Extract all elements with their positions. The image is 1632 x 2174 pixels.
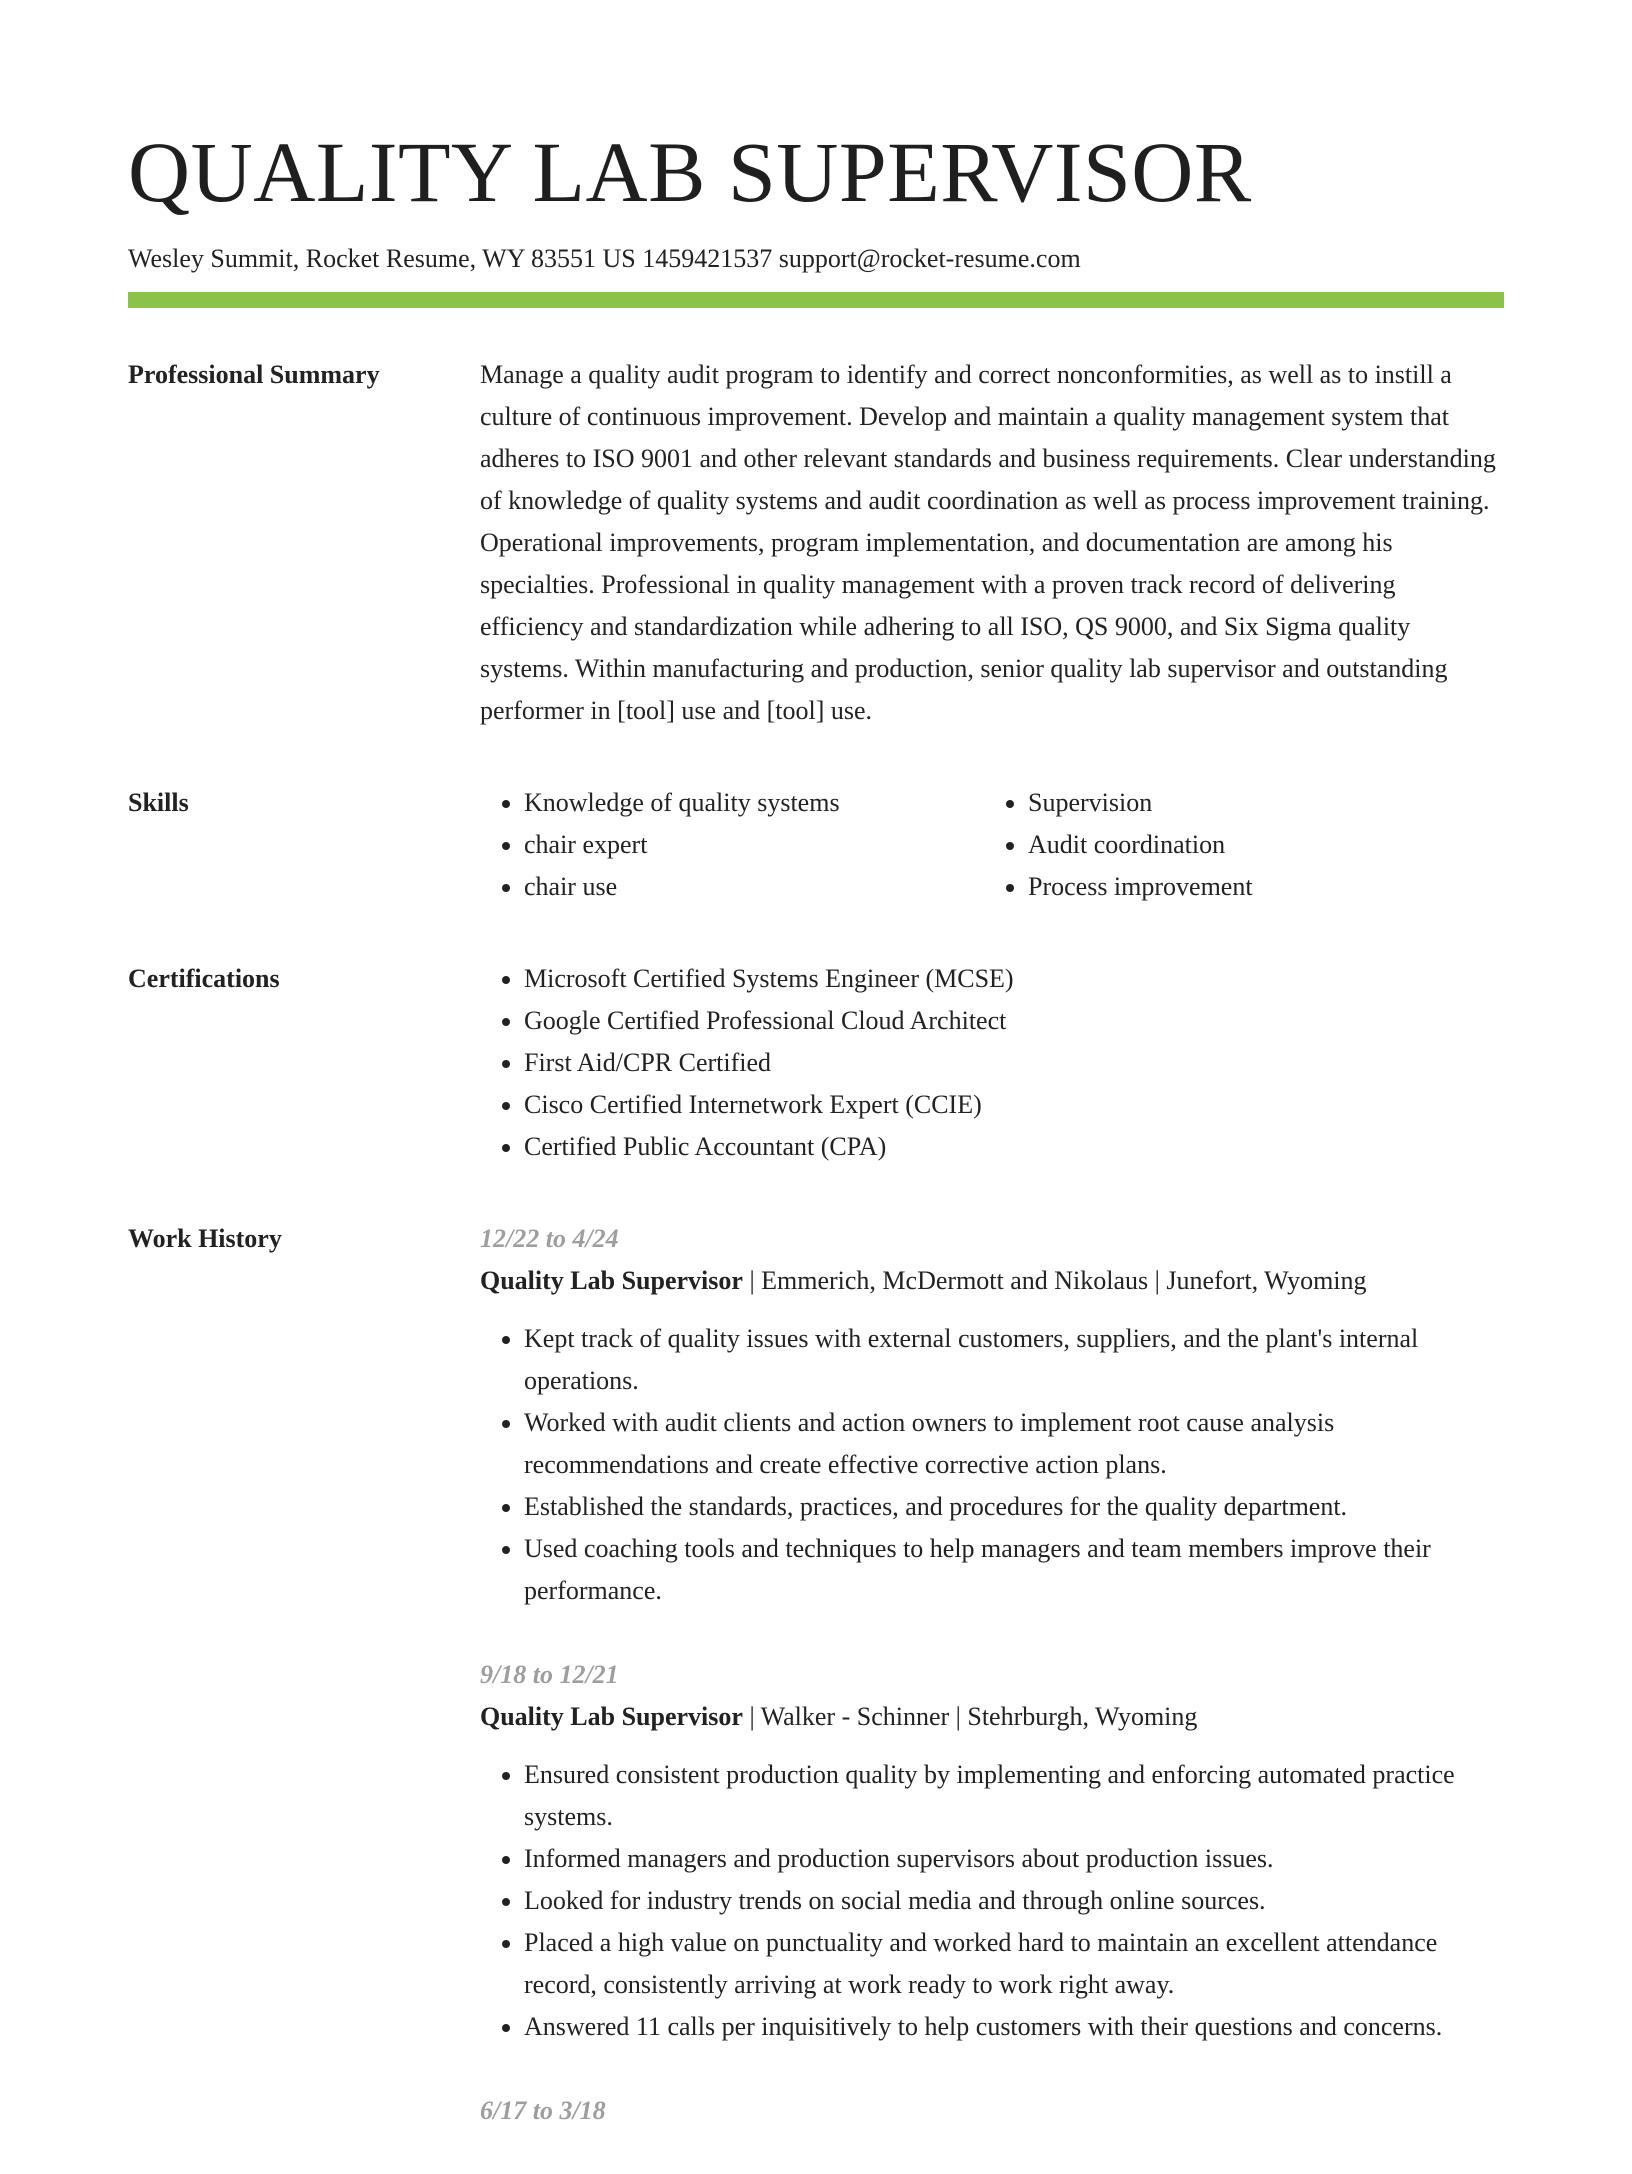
skill-item: • Supervision xyxy=(1028,782,1253,824)
section-label-skills: Skills xyxy=(128,788,189,817)
job-dates: 9/18 to 12/21 xyxy=(480,1660,619,1689)
skills-list-right xyxy=(984,782,1253,908)
job-dates: 12/22 to 4/24 xyxy=(480,1224,619,1253)
job-entry xyxy=(480,2090,1504,2132)
skills-section xyxy=(128,782,1504,908)
section-label-summary: Professional Summary xyxy=(128,360,380,389)
job-bullet: • Looked for industry trends on social media and through online sources. xyxy=(524,1880,1504,1922)
job-bullet: • Answered 11 calls per inquisitively to help customers with their questions and concerns. xyxy=(524,2006,1504,2048)
resume-page xyxy=(128,0,1504,2174)
job-bullet: • Informed managers and production supervisors about production issues. xyxy=(524,1838,1504,1880)
certification-item: • Certified Public Accountant (CPA) xyxy=(524,1126,1504,1168)
skill-item: • chair expert xyxy=(524,824,984,866)
skill-item: • chair use xyxy=(524,866,984,908)
skill-item: • Process improvement xyxy=(1028,866,1253,908)
resume-title: QUALITY LAB SUPERVISOR xyxy=(128,124,1252,220)
summary-body xyxy=(480,354,1504,732)
job-employer-location: | Walker - Schinner | Stehrburgh, Wyoming xyxy=(742,1702,1198,1731)
certifications-section xyxy=(128,958,1504,1168)
accent-divider xyxy=(128,292,1504,308)
job-entry xyxy=(480,1218,1504,1612)
job-heading xyxy=(480,1696,1504,1738)
job-bullet: • Worked with audit clients and action owners to implement root cause analysis recommendations and create effective corrective action plans. xyxy=(524,1402,1504,1486)
job-bullet: • Used coaching tools and techniques to help managers and team members improve their performance. xyxy=(524,1528,1504,1612)
job-bullet: • Placed a high value on punctuality and worked hard to maintain an excellent attendance record, consistently arriving at work ready to work right away. xyxy=(524,1922,1504,2006)
section-label-work-history: Work History xyxy=(128,1224,282,1253)
job-heading xyxy=(480,1260,1504,1302)
job-bullet: • Ensured consistent production quality by implementing and enforcing automated practice systems. xyxy=(524,1754,1504,1838)
job-title: Quality Lab Supervisor xyxy=(480,1702,743,1731)
certifications-list xyxy=(480,958,1504,1168)
work-history-body xyxy=(480,1218,1504,2174)
job-bullet: • Established the standards, practices, and procedures for the quality department. xyxy=(524,1486,1504,1528)
certification-item: • First Aid/CPR Certified xyxy=(524,1042,1504,1084)
contact-line: Wesley Summit, Rocket Resume, WY 83551 US 1459421537 support@rocket-resume.com xyxy=(128,244,1081,273)
certification-item: • Microsoft Certified Systems Engineer (MCSE) xyxy=(524,958,1504,1000)
job-bullets xyxy=(480,1318,1504,1612)
certification-item: • Google Certified Professional Cloud Architect xyxy=(524,1000,1504,1042)
job-dates: 6/17 to 3/18 xyxy=(480,2096,606,2125)
skills-body xyxy=(480,782,1504,908)
summary-section xyxy=(128,354,1504,732)
section-label-certifications: Certifications xyxy=(128,964,280,993)
job-bullet: • Kept track of quality issues with external customers, suppliers, and the plant's internal operations. xyxy=(524,1318,1504,1402)
job-employer-location: | Emmerich, McDermott and Nikolaus | Junefort, Wyoming xyxy=(742,1266,1367,1295)
job-title: Quality Lab Supervisor xyxy=(480,1266,743,1295)
job-bullets xyxy=(480,1754,1504,2048)
skill-item: • Audit coordination xyxy=(1028,824,1253,866)
summary-text: Manage a quality audit program to identify and correct nonconformities, as well as to instill a culture of continuous improvement. Develop and maintain a quality management system that adheres to ISO 9001 and other relevant standards and business requirements. Clear understanding of knowledge of quality systems and audit coordination as well as process improvement training. Operational improvements, program implementation, and documentation are among his specialties. Professional in quality management with a proven track record of delivering efficiency and standardization while adhering to all ISO, QS 9000, and Six Sigma quality systems. Within manufacturing and production, senior quality lab supervisor and outstanding performer in [tool] use and [tool] use. xyxy=(480,360,1496,725)
job-entry xyxy=(480,1654,1504,2048)
skill-item: • Knowledge of quality systems xyxy=(524,782,984,824)
certifications-body xyxy=(480,958,1504,1168)
skills-list-left xyxy=(480,782,984,908)
certification-item: • Cisco Certified Internetwork Expert (CCIE) xyxy=(524,1084,1504,1126)
work-history-section xyxy=(128,1218,1504,2174)
